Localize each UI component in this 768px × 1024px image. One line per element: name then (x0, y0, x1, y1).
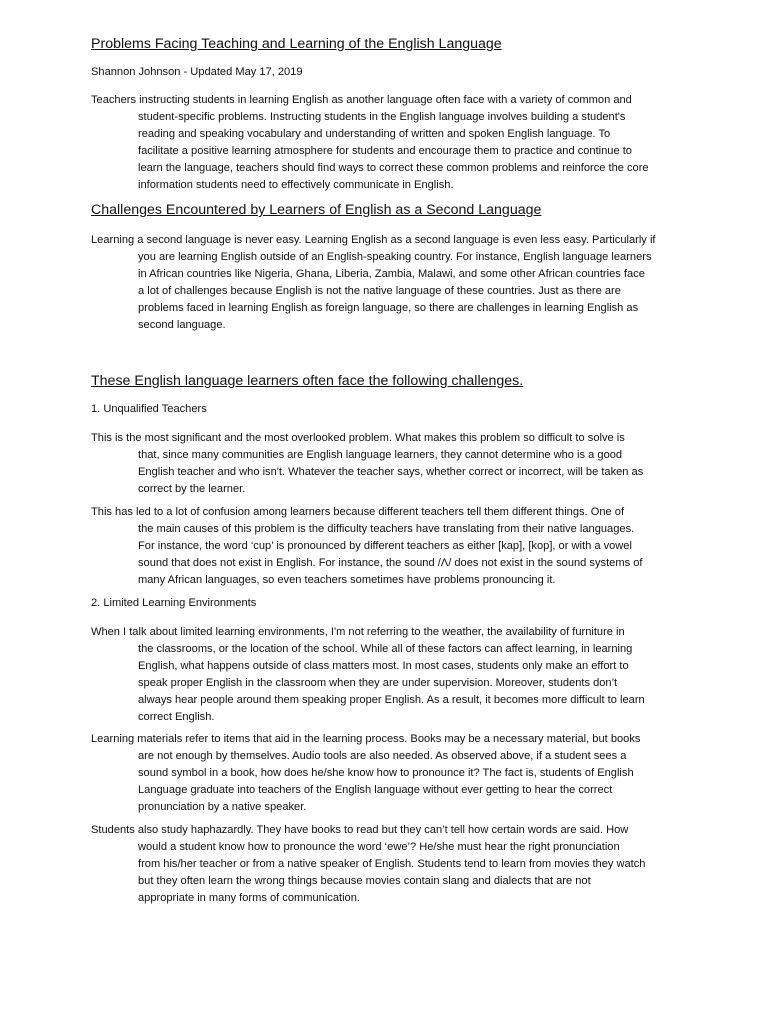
paragraph-line: Learning a second language is never easy. Learning English as a second language is even less easy. Particularly if (91, 234, 656, 246)
paragraph-line: reading and speaking vocabulary and understanding of written and spoken English language. To (138, 127, 611, 140)
intro-paragraph (91, 92, 731, 193)
paragraph-line: in African countries like Nigeria, Ghana, Liberia, Zambia, Malawi, and some other African countries face (138, 267, 645, 280)
paragraph-line: a lot of challenges because English is not the native language of these countries. Just as there are (138, 284, 621, 297)
paragraph-line: that, since many communities are English language learners, they cannot determine who is a good (138, 448, 623, 461)
paragraph-line: English teacher and who isn't. Whatever the teacher says, whether correct or incorrect, will be taken as (138, 465, 644, 478)
section-heading-challenges: Challenges Encountered by Learners of English as a Second Language (91, 202, 542, 218)
paragraph-line: the classrooms, or the location of the school. While all of these factors can affect learning, in learning (138, 642, 633, 655)
paragraph-line: from his/her teacher or from a native speaker of English. Students tend to learn from movies they watch (138, 857, 646, 870)
paragraph-line: This is the most significant and the most overlooked problem. What makes this problem so difficult to solve is (91, 432, 625, 444)
paragraph-line: Learning materials refer to items that aid in the learning process. Books may be a necessary material, but books (91, 733, 641, 745)
paragraph-line: Students also study haphazardly. They have books to read but they can’t tell how certain words are said. How (91, 824, 629, 836)
paragraph-line: facilitate a positive learning atmosphere for students and encourage them to practice and continue to (138, 144, 632, 157)
paragraph-line: are not enough by themselves. Audio tools are also needed. As observed above, if a student sees a (138, 749, 627, 762)
paragraph-line: pronunciation by a native speaker. (138, 800, 307, 813)
paragraph-line: sound symbol in a book, how does he/she know how to pronounce it? The fact is, students of English (138, 766, 634, 779)
paragraph-line: you are learning English outside of an English-speaking country. For instance, English language learners (138, 250, 652, 263)
limited-environments-paragraph-3 (91, 822, 731, 907)
paragraph-line: Language graduate into teachers of the English language without ever getting to hear the correct (138, 783, 613, 796)
document-title: Problems Facing Teaching and Learning of the English Language (91, 36, 502, 52)
paragraph-line: This has led to a lot of confusion among learners because different teachers tell them different things. One of (91, 506, 625, 518)
paragraph-line: English, what happens outside of class matters most. In most cases, students only make an effort to (138, 659, 629, 672)
paragraph-line: second language. (138, 318, 226, 331)
paragraph-line: student-specific problems. Instructing students in the English language involves building a student's (138, 110, 626, 123)
challenges-paragraph (91, 232, 731, 333)
paragraph-line: always hear people around them speaking proper English. As a result, it becomes more difficult to learn (138, 693, 645, 706)
section-heading-following-challenges: These English language learners often face the following challenges. (91, 373, 524, 389)
limited-environments-paragraph-2 (91, 731, 731, 816)
paragraph-line: information students need to effectively communicate in English. (138, 178, 454, 191)
paragraph-line: problems faced in learning English as foreign language, so there are challenges in learning English as (138, 301, 639, 314)
byline: Shannon Johnson - Updated May 17, 2019 (91, 66, 303, 78)
item-label-limited-learning-environments: 2. Limited Learning Environments (91, 597, 257, 609)
paragraph-line: sound that does not exist in English. For instance, the sound /Λ/ does not exist in the sound systems of (138, 556, 643, 569)
paragraph-line: correct by the learner. (138, 482, 246, 495)
paragraph-line: speak proper English in the classroom when they are under supervision. Moreover, students don’t (138, 676, 618, 689)
paragraph-line: Teachers instructing students in learning English as another language often face with a variety of common and (91, 94, 632, 106)
paragraph-line: but they often learn the wrong things because movies contain slang and dialects that are not (138, 874, 591, 887)
paragraph-line: learn the language, teachers should find ways to correct these common problems and reinforce the core (138, 161, 649, 174)
paragraph-line: correct English. (138, 710, 215, 723)
paragraph-line: appropriate in many forms of communication. (138, 891, 360, 904)
item-label-unqualified-teachers: 1. Unqualified Teachers (91, 403, 207, 415)
unqualified-teachers-paragraph-2 (91, 504, 731, 589)
paragraph-line: For instance, the word ‘cup’ is pronounced by different teachers as either [kap], [kop], or with a vowel (138, 539, 632, 552)
unqualified-teachers-paragraph-1 (91, 430, 731, 498)
paragraph-line: When I talk about limited learning environments, I'm not referring to the weather, the availability of furniture in (91, 626, 625, 638)
paragraph-line: would a student know how to pronounce the word ‘ewe’? He/she must hear the right pronunciation (138, 840, 620, 853)
limited-environments-paragraph-1 (91, 624, 731, 725)
paragraph-line: the main causes of this problem is the difficulty teachers have translating from their native languages. (138, 522, 635, 535)
paragraph-line: many African languages, so even teachers sometimes have problems pronouncing it. (138, 573, 556, 586)
